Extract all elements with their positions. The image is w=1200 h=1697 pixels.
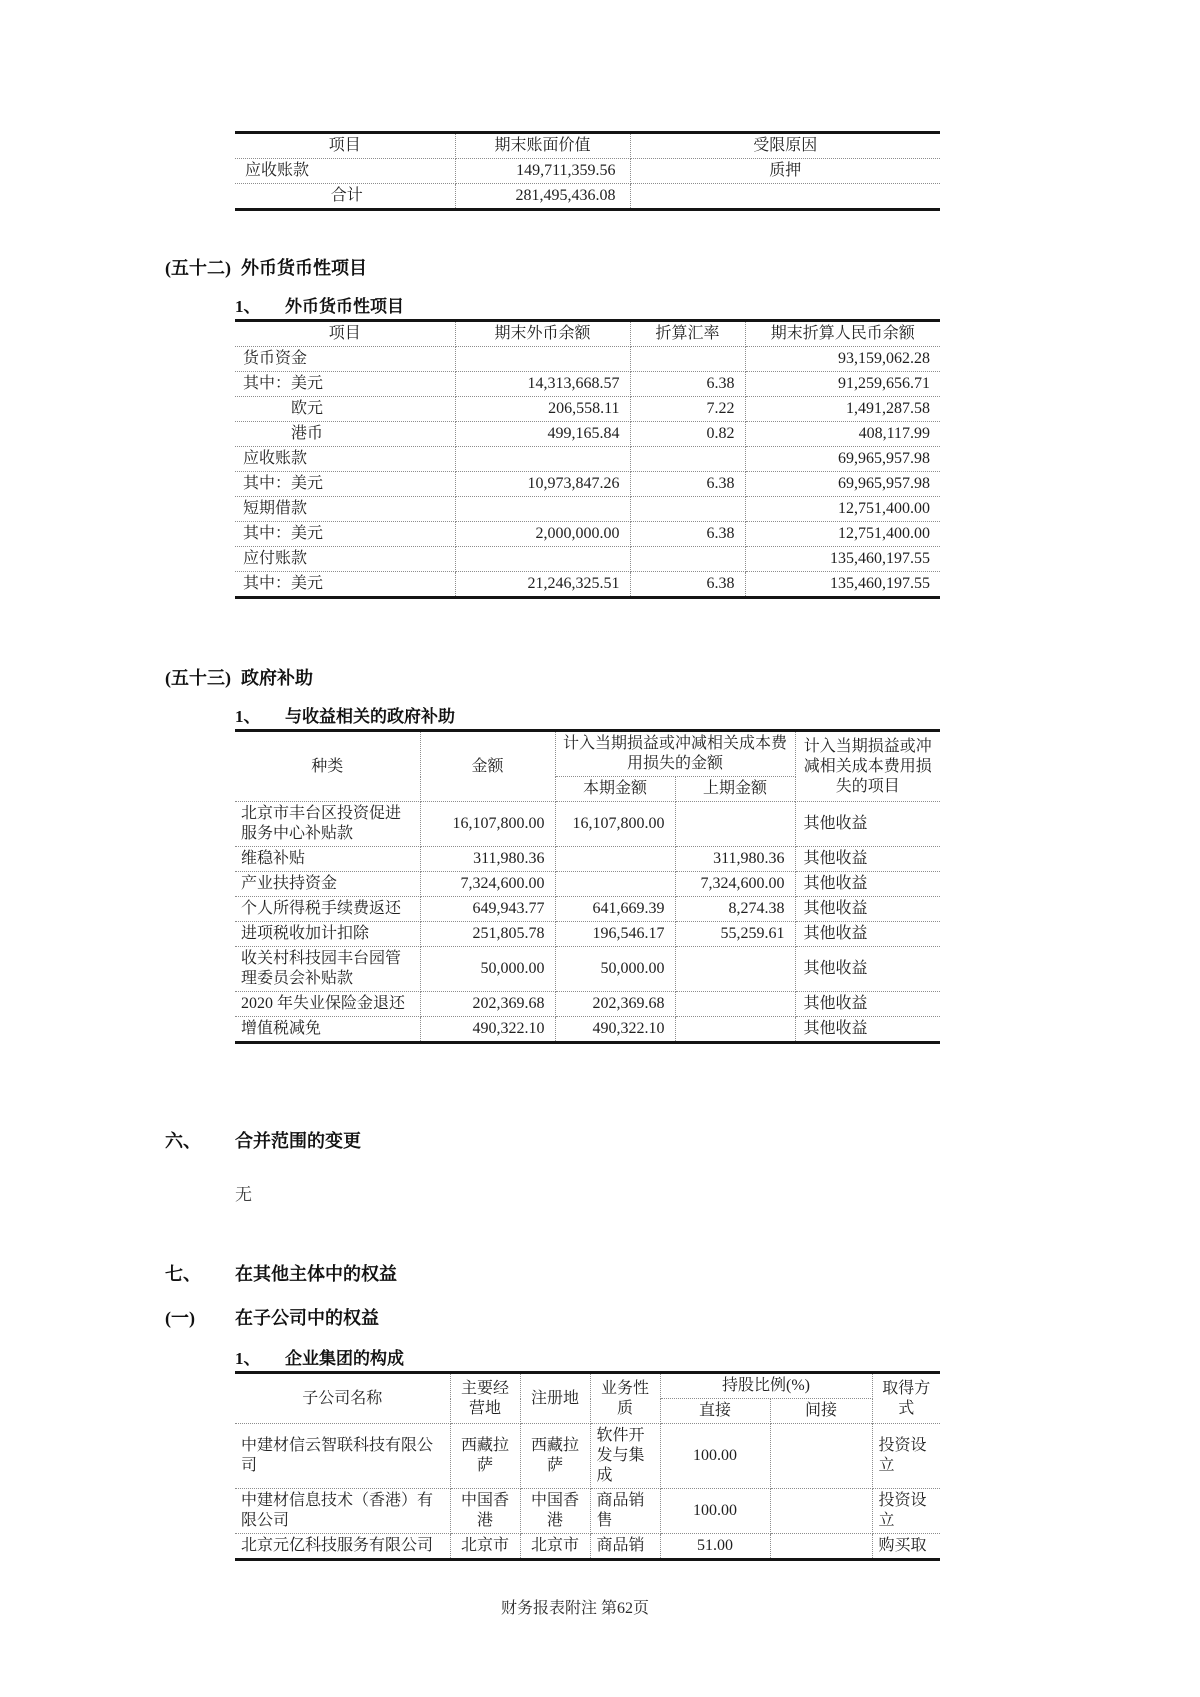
table-row — [235, 572, 940, 598]
table-row — [235, 1424, 940, 1489]
government-subsidy-table — [235, 729, 940, 1044]
section-7-sub1-heading — [165, 1305, 985, 1331]
table-cell: 短期借款 — [235, 497, 455, 522]
table-cell: 50,000.00 — [420, 947, 555, 992]
table-cell — [455, 547, 630, 572]
table-cell: 69,965,957.98 — [745, 447, 940, 472]
table-header-row — [235, 133, 940, 159]
table-cell: 货币资金 — [235, 347, 455, 372]
table-cell: 收关村科技园丰台园管理委员会补贴款 — [235, 947, 420, 992]
restricted-assets-table — [235, 131, 940, 211]
table-cell: 其他收益 — [795, 802, 940, 847]
table-cell — [555, 847, 675, 872]
table-row — [235, 497, 940, 522]
table-cell: 增值税减免 — [235, 1017, 420, 1043]
table-cell: 购买取 — [872, 1534, 940, 1560]
table-cell: 中国香港 — [450, 1489, 520, 1534]
table-row — [235, 372, 940, 397]
table-cell: 中建材信息技术（香港）有限公司 — [235, 1489, 450, 1534]
table-cell: 合计 — [235, 184, 455, 210]
table-cell: 中国香港 — [520, 1489, 590, 1534]
column-header: 期末账面价值 — [455, 133, 630, 159]
table-row — [235, 184, 940, 210]
table-cell: 8,274.38 — [675, 897, 795, 922]
table-row — [235, 847, 940, 872]
section-52-heading — [165, 255, 985, 281]
foreign-currency-table — [235, 319, 940, 599]
section-number: 七、 — [165, 1264, 201, 1284]
table-cell: 281,495,436.08 — [455, 184, 630, 210]
table-cell: 6.38 — [630, 472, 745, 497]
table-cell: 7,324,600.00 — [675, 872, 795, 897]
table-row — [235, 897, 940, 922]
table-header-row — [235, 321, 940, 347]
section-number: 六、 — [165, 1131, 201, 1151]
table-cell: 69,965,957.98 — [745, 472, 940, 497]
table-cell: 其中：美元 — [235, 572, 455, 598]
section-number: (五十二) — [165, 258, 231, 278]
column-header: 计入当期损益或冲减相关成本费用损失的项目 — [795, 731, 940, 802]
subsection-title: 外币货币性项目 — [285, 297, 404, 316]
table-cell: 产业扶持资金 — [235, 872, 420, 897]
table-row — [235, 347, 940, 372]
table-cell: 其他收益 — [795, 947, 940, 992]
table-cell — [455, 347, 630, 372]
table-cell: 其他收益 — [795, 897, 940, 922]
table-cell: 206,558.11 — [455, 397, 630, 422]
table-row — [235, 522, 940, 547]
table-cell: 21,246,325.51 — [455, 572, 630, 598]
subsection-number: 1、 — [235, 1349, 261, 1368]
table-cell: 6.38 — [630, 372, 745, 397]
table-cell: 港币 — [235, 422, 455, 447]
table-cell: 649,943.77 — [420, 897, 555, 922]
table-cell: 490,322.10 — [555, 1017, 675, 1043]
section-title: 在其他主体中的权益 — [235, 1264, 397, 1284]
section-7-heading — [165, 1261, 985, 1287]
section-52-subheading — [235, 295, 985, 319]
table-cell: 北京市 — [520, 1534, 590, 1560]
page-footer: 财务报表附注 第62页 — [500, 1600, 649, 1617]
table-header-row — [235, 731, 940, 777]
table-cell: 16,107,800.00 — [420, 802, 555, 847]
table-cell: 50,000.00 — [555, 947, 675, 992]
table-cell: 商品销 — [590, 1534, 660, 1560]
column-header: 取得方式 — [872, 1373, 940, 1424]
table-cell: 软件开发与集成 — [590, 1424, 660, 1489]
section-53-heading — [165, 665, 985, 691]
column-header-group: 计入当期损益或冲减相关成本费用损失的金额 — [555, 731, 795, 777]
table-cell — [675, 947, 795, 992]
table-cell: 196,546.17 — [555, 922, 675, 947]
section-title: 政府补助 — [241, 668, 313, 688]
table-cell: 2,000,000.00 — [455, 522, 630, 547]
table-cell: 202,369.68 — [420, 992, 555, 1017]
table-cell: 641,669.39 — [555, 897, 675, 922]
table-cell: 其他收益 — [795, 1017, 940, 1043]
table-cell: 投资设立 — [872, 1424, 940, 1489]
table-cell: 6.38 — [630, 522, 745, 547]
subsection-title: 企业集团的构成 — [285, 1349, 404, 1368]
table-cell — [675, 992, 795, 1017]
table-cell: 408,117.99 — [745, 422, 940, 447]
table-cell: 6.38 — [630, 572, 745, 598]
section-6-body: 无 — [235, 1185, 252, 1204]
column-header: 直接 — [660, 1399, 770, 1424]
table-cell — [630, 547, 745, 572]
table-cell: 应收账款 — [235, 159, 455, 184]
table-row — [235, 947, 940, 992]
table-cell: 2020 年失业保险金退还 — [235, 992, 420, 1017]
table-cell: 其他收益 — [795, 992, 940, 1017]
table-cell: 100.00 — [660, 1489, 770, 1534]
column-header: 期末外币余额 — [455, 321, 630, 347]
table-cell — [770, 1489, 872, 1534]
column-header: 主要经营地 — [450, 1373, 520, 1424]
table-row — [235, 447, 940, 472]
column-header: 期末折算人民币余额 — [745, 321, 940, 347]
column-header: 上期金额 — [675, 777, 795, 802]
table-row — [235, 159, 940, 184]
table-cell — [630, 497, 745, 522]
section-number: (五十三) — [165, 668, 231, 688]
column-header: 项目 — [235, 321, 455, 347]
table-cell: 进项税收加计扣除 — [235, 922, 420, 947]
column-header: 金额 — [420, 731, 555, 802]
table-row — [235, 397, 940, 422]
column-header: 本期金额 — [555, 777, 675, 802]
section-title: 合并范围的变更 — [235, 1131, 361, 1151]
column-header: 种类 — [235, 731, 420, 802]
subsection-title: 与收益相关的政府补助 — [285, 707, 455, 726]
table-cell — [630, 347, 745, 372]
column-header: 受限原因 — [630, 133, 940, 159]
table-cell: 其中：美元 — [235, 372, 455, 397]
table-cell: 1,491,287.58 — [745, 397, 940, 422]
table-row — [235, 472, 940, 497]
table-cell: 中建材信云智联科技有限公司 — [235, 1424, 450, 1489]
table-cell: 51.00 — [660, 1534, 770, 1560]
table-cell: 149,711,359.56 — [455, 159, 630, 184]
table-cell — [675, 1017, 795, 1043]
subsection-title: 在子公司中的权益 — [235, 1308, 379, 1328]
table-row — [235, 1017, 940, 1043]
table-cell — [630, 447, 745, 472]
table-cell — [455, 447, 630, 472]
table-cell: 7,324,600.00 — [420, 872, 555, 897]
subsection-number: (一) — [165, 1308, 195, 1328]
table-cell — [630, 184, 940, 210]
table-cell: 欧元 — [235, 397, 455, 422]
table-cell: 其他收益 — [795, 922, 940, 947]
table-row — [235, 802, 940, 847]
section-title: 外币货币性项目 — [241, 258, 367, 278]
table-cell: 16,107,800.00 — [555, 802, 675, 847]
table-cell: 西藏拉萨 — [450, 1424, 520, 1489]
table-cell: 12,751,400.00 — [745, 497, 940, 522]
table-cell: 其他收益 — [795, 847, 940, 872]
table-cell — [770, 1424, 872, 1489]
table-cell: 个人所得税手续费返还 — [235, 897, 420, 922]
column-header: 业务性质 — [590, 1373, 660, 1424]
table-cell: 135,460,197.55 — [745, 572, 940, 598]
table-cell: 应收账款 — [235, 447, 455, 472]
table-cell: 维稳补贴 — [235, 847, 420, 872]
table-cell: 91,259,656.71 — [745, 372, 940, 397]
column-header: 间接 — [770, 1399, 872, 1424]
table-header-row — [235, 1373, 940, 1399]
table-cell: 其中：美元 — [235, 472, 455, 497]
column-header: 子公司名称 — [235, 1373, 450, 1424]
table-cell: 7.22 — [630, 397, 745, 422]
section-53-subheading — [235, 705, 985, 729]
table-cell — [455, 497, 630, 522]
table-cell: 93,159,062.28 — [745, 347, 940, 372]
table-cell: 其中：美元 — [235, 522, 455, 547]
subsection-number: 1、 — [235, 297, 261, 316]
table-cell: 490,322.10 — [420, 1017, 555, 1043]
table-cell: 北京市丰台区投资促进服务中心补贴款 — [235, 802, 420, 847]
column-header-group: 持股比例(%) — [660, 1373, 872, 1399]
column-header: 注册地 — [520, 1373, 590, 1424]
table-cell: 0.82 — [630, 422, 745, 447]
table-cell: 质押 — [630, 159, 940, 184]
table-cell: 应付账款 — [235, 547, 455, 572]
table-cell: 311,980.36 — [675, 847, 795, 872]
table-row — [235, 992, 940, 1017]
table-cell: 202,369.68 — [555, 992, 675, 1017]
table-cell: 其他收益 — [795, 872, 940, 897]
table-row — [235, 922, 940, 947]
section-6-heading — [165, 1128, 985, 1154]
table-row — [235, 1534, 940, 1560]
table-cell: 12,751,400.00 — [745, 522, 940, 547]
table-row — [235, 422, 940, 447]
table-cell — [770, 1534, 872, 1560]
table-cell: 311,980.36 — [420, 847, 555, 872]
table-cell — [555, 872, 675, 897]
subsection-number: 1、 — [235, 707, 261, 726]
column-header: 折算汇率 — [630, 321, 745, 347]
table-cell: 北京元亿科技服务有限公司 — [235, 1534, 450, 1560]
table-row — [235, 547, 940, 572]
column-header: 项目 — [235, 133, 455, 159]
table-row — [235, 1489, 940, 1534]
section-7-sub2-heading — [235, 1347, 985, 1371]
table-cell: 10,973,847.26 — [455, 472, 630, 497]
table-cell: 投资设立 — [872, 1489, 940, 1534]
table-cell: 100.00 — [660, 1424, 770, 1489]
table-cell: 251,805.78 — [420, 922, 555, 947]
table-cell: 北京市 — [450, 1534, 520, 1560]
subsidiaries-table — [235, 1371, 940, 1561]
table-cell: 14,313,668.57 — [455, 372, 630, 397]
table-cell: 55,259.61 — [675, 922, 795, 947]
table-cell: 499,165.84 — [455, 422, 630, 447]
table-cell: 商品销售 — [590, 1489, 660, 1534]
table-cell: 西藏拉萨 — [520, 1424, 590, 1489]
table-cell: 135,460,197.55 — [745, 547, 940, 572]
table-cell — [675, 802, 795, 847]
table-row — [235, 872, 940, 897]
